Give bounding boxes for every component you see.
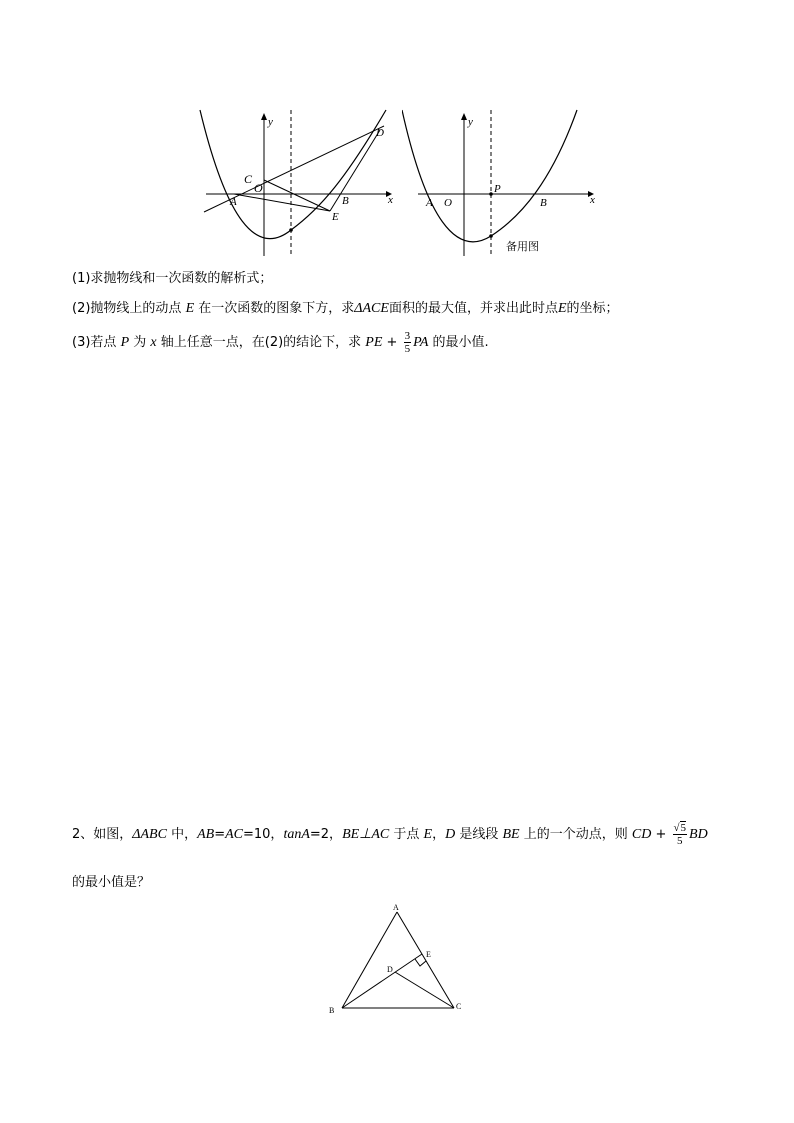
vertex-dot <box>289 228 293 232</box>
parabola-figure-left <box>196 108 402 258</box>
label-b: B <box>540 197 547 209</box>
q2-seg: BE <box>502 827 520 842</box>
q2-line1 <box>72 820 708 850</box>
label-c: C <box>244 172 253 186</box>
q1-part1-text: (1)求抛物线和一次函数的解析式； <box>72 271 273 286</box>
q1-part3-plus: + <box>382 335 402 350</box>
q2-cd: CD <box>631 827 652 842</box>
q1-part3 <box>72 330 489 356</box>
q1-part3-var-p: P <box>120 335 130 350</box>
triangle-figure <box>325 898 475 1020</box>
segment-ae <box>234 194 330 211</box>
fraction-denominator: 5 <box>404 343 411 355</box>
y-axis-arrow <box>261 113 267 120</box>
q2-tan-val: =2， <box>309 827 343 842</box>
q2-mid4: 是线段 <box>455 827 503 842</box>
parabola-curve <box>200 110 386 239</box>
q2-triangle: ΔABC <box>132 827 167 842</box>
q2-pre: 2、如图， <box>72 827 133 842</box>
segment-cd <box>395 972 454 1008</box>
label-e: E <box>426 950 431 959</box>
q2-mid5: 上的一个动点，则 <box>519 827 632 842</box>
q1-part3-mid2: 轴上任意一点，在(2)的结论下，求 <box>156 335 366 350</box>
right-angle-mark <box>415 959 426 966</box>
segment-eb-to-d <box>330 130 380 211</box>
q2-ac: AC <box>225 827 243 842</box>
label-y: y <box>268 116 273 128</box>
label-d: D <box>376 127 384 139</box>
side-ab <box>342 912 397 1008</box>
label-a: A <box>230 196 237 208</box>
label-c: C <box>456 1002 462 1011</box>
q1-part3-pre: (3)若点 <box>72 335 121 350</box>
fraction-numerator <box>673 822 688 835</box>
label-y: y <box>468 116 473 128</box>
q2-line2-text: 的最小值是？ <box>72 875 151 890</box>
q1-part2-post: 的坐标； <box>566 301 619 316</box>
q2-perp: BE⊥AC <box>342 827 390 842</box>
q2-eq2: =10， <box>243 827 284 842</box>
q2-bd: BD <box>689 827 708 842</box>
q2-var-d: D <box>445 827 456 842</box>
label-d: D <box>387 965 393 974</box>
q1-part2-var-e2: E <box>557 301 567 316</box>
q1-part2-pre: (2)抛物线上的动点 <box>72 301 186 316</box>
y-axis-arrow <box>461 113 467 120</box>
q1-part2-mid1: 在一次函数的图象下方，求 <box>194 301 355 316</box>
label-p: P <box>494 183 501 195</box>
q2-var-e: E <box>423 827 433 842</box>
q1-part2 <box>72 300 619 318</box>
parabola-curve <box>402 110 577 242</box>
q1-part3-pe: PE <box>365 335 383 350</box>
q2-mid3: ， <box>432 827 446 842</box>
label-b: B <box>342 195 349 207</box>
label-o: O <box>254 181 263 195</box>
sqrt-radicand: 5 <box>680 822 687 834</box>
q2-mid1: 中， <box>166 827 198 842</box>
parabola-figure-right <box>402 108 602 258</box>
figure-caption: 备用图 <box>506 240 539 253</box>
q1-part2-mid2: 面积的最大值，并求出此时点 <box>388 301 558 316</box>
label-b: B <box>329 1006 335 1015</box>
sqrt-symbol: √ <box>673 822 680 834</box>
q1-part3-var-x: x <box>150 335 157 350</box>
q1-part3-pa: PA <box>413 335 429 350</box>
fraction-denominator: 5 <box>677 835 683 847</box>
q1-part2-triangle: ΔACE <box>354 301 389 316</box>
point-p-dot <box>489 192 493 196</box>
side-ac <box>397 912 454 1008</box>
q1-part3-mid1: 为 <box>129 335 151 350</box>
q1-part3-post: 的最小值. <box>428 335 489 350</box>
fraction-root5-over-5 <box>673 822 688 847</box>
q2-mid2: 于点 <box>389 827 424 842</box>
q1-part2-var-e: E <box>185 301 195 316</box>
segment-ce <box>264 180 330 211</box>
label-o: O <box>444 197 452 209</box>
fraction-numerator: 3 <box>404 330 411 342</box>
q1-part1 <box>72 270 272 288</box>
q2-ab: AB <box>197 827 215 842</box>
q2-plus: + <box>651 827 671 842</box>
q2-line2 <box>72 874 150 892</box>
label-x: x <box>388 194 393 206</box>
vertex-dot <box>489 234 493 238</box>
label-e: E <box>332 211 339 223</box>
label-x: x <box>590 194 595 206</box>
fraction-three-fifths <box>404 330 412 355</box>
q2-tan: tanA <box>283 827 310 842</box>
q2-eq1: = <box>214 827 226 842</box>
label-a: A <box>393 903 399 912</box>
label-a: A <box>426 197 433 209</box>
